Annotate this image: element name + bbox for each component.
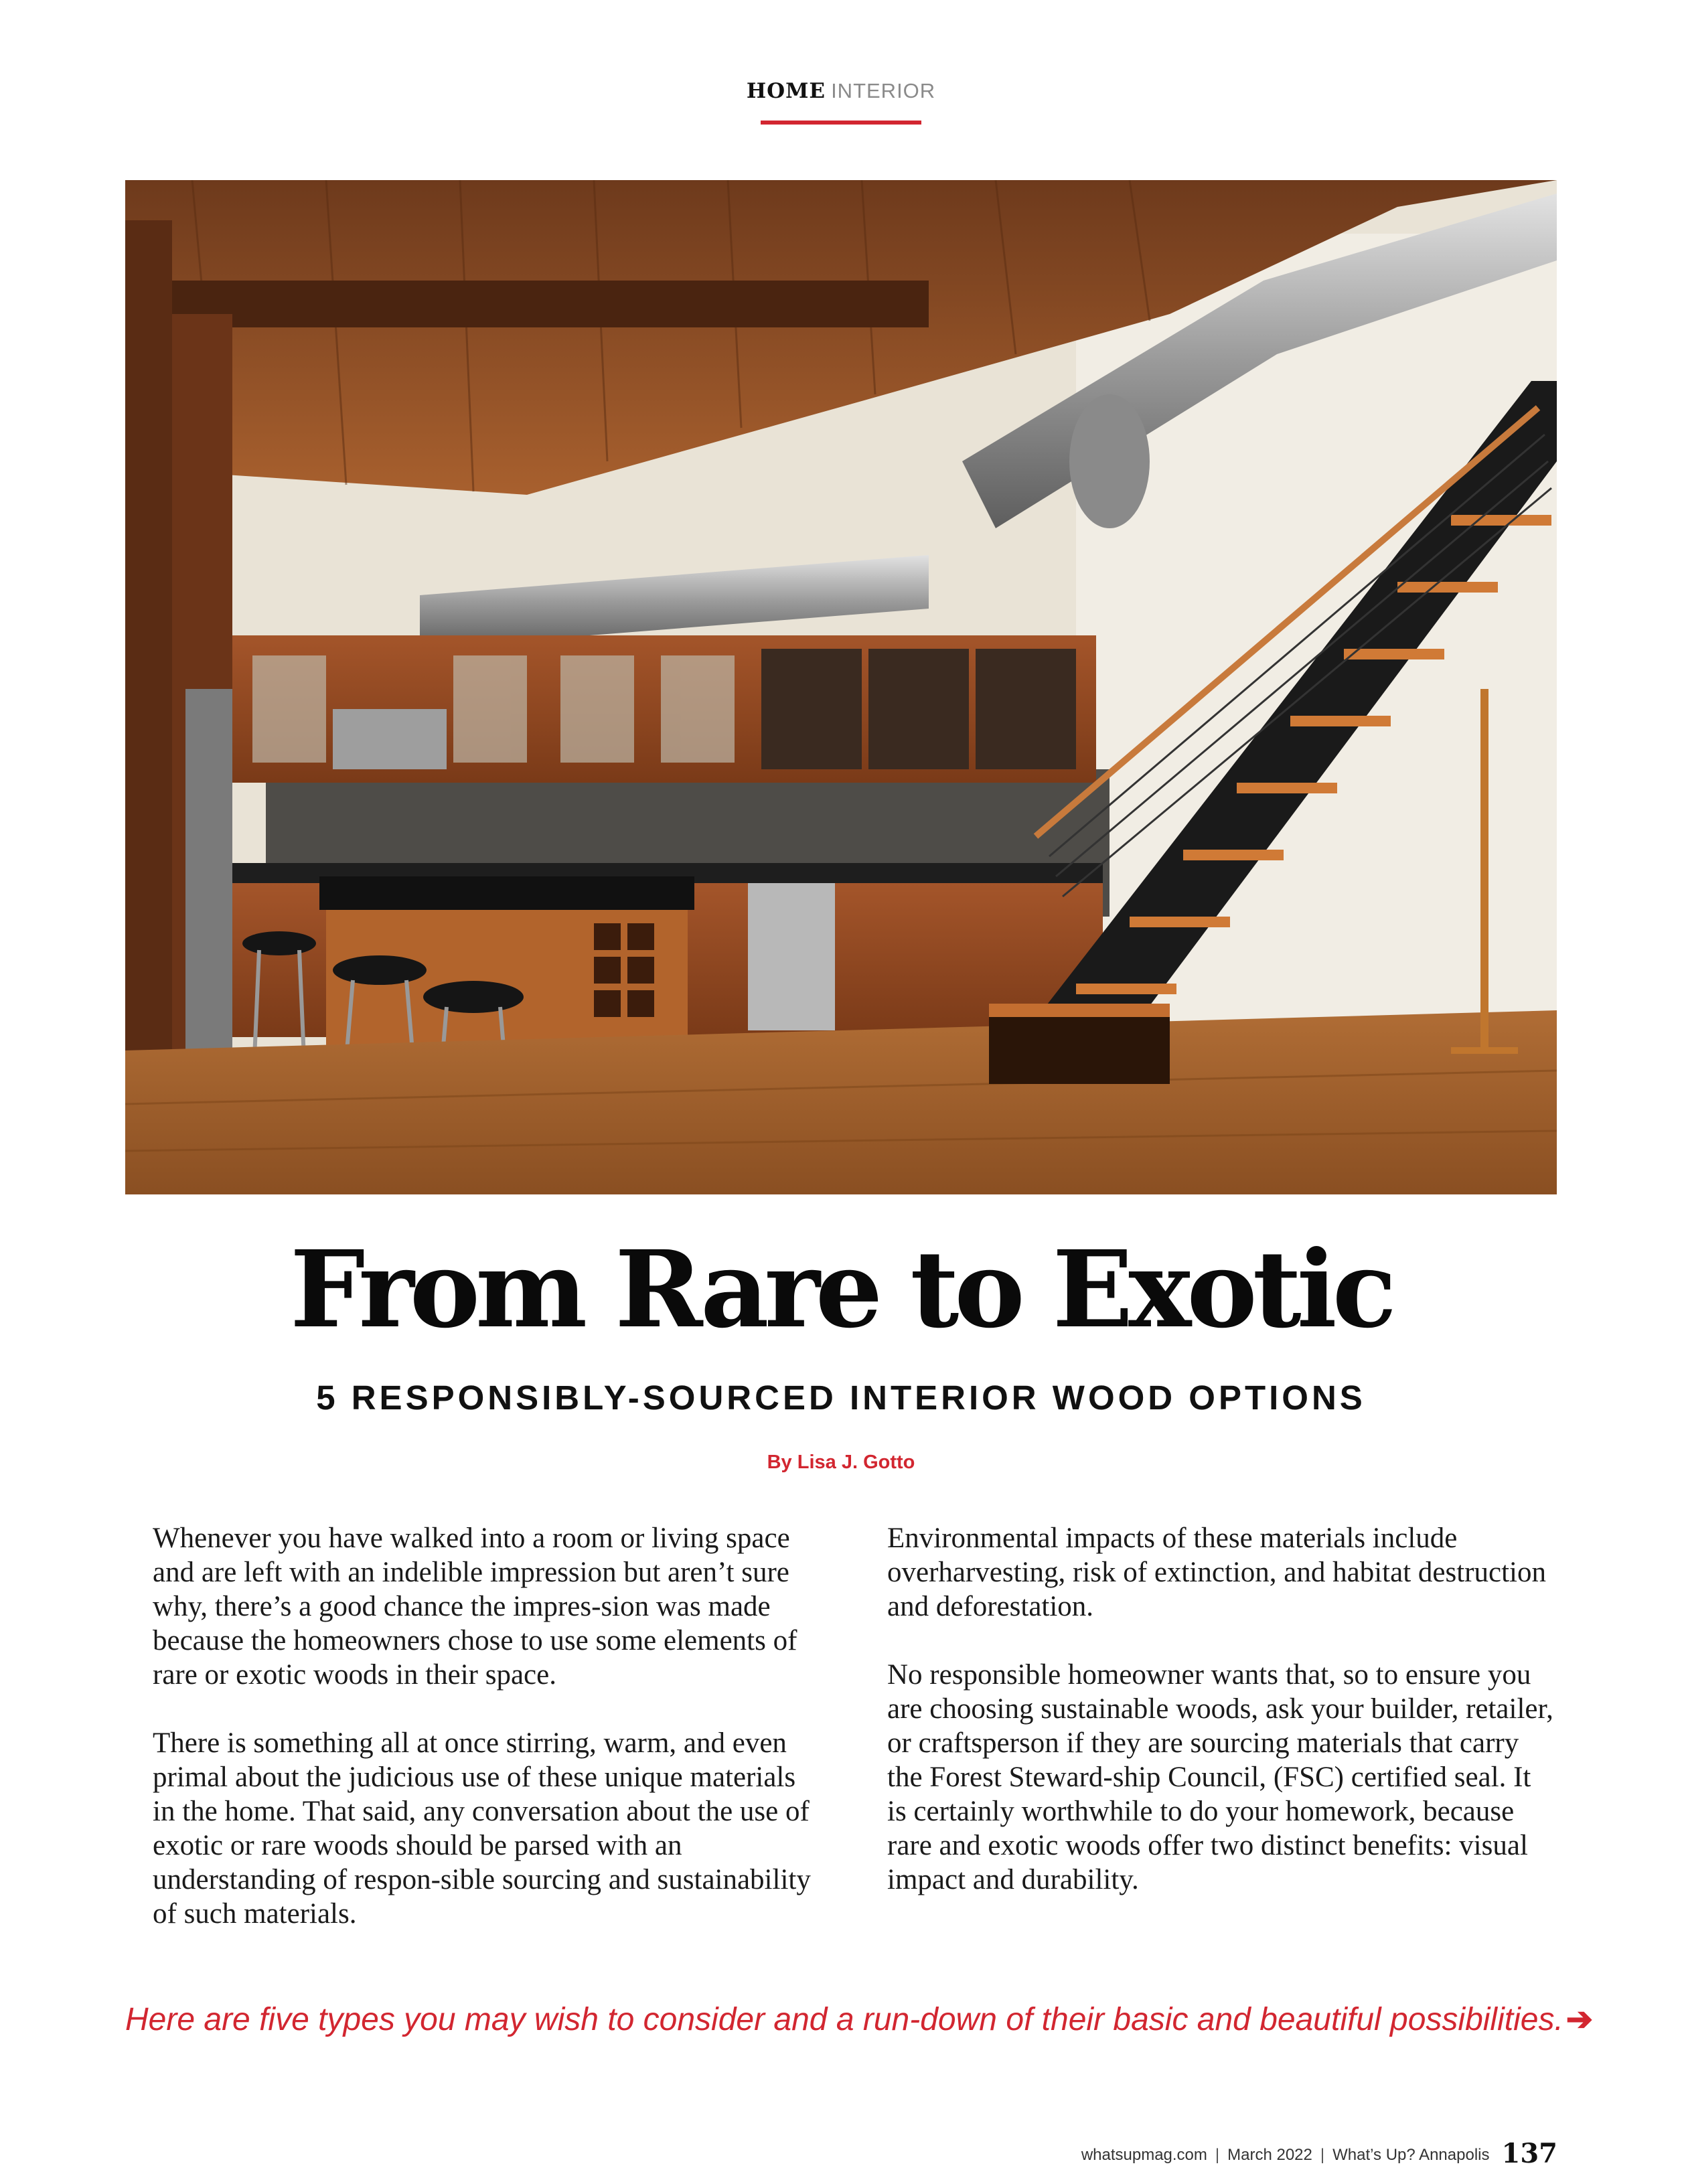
footer-separator: | bbox=[1215, 2146, 1220, 2164]
footer-issue: March 2022 bbox=[1227, 2146, 1312, 2164]
page-number: 137 bbox=[1501, 2138, 1557, 2169]
article-subtitle: 5 RESPONSIBLY-SOURCED INTERIOR WOOD OPTIONS bbox=[316, 1379, 1366, 1417]
arrow-right-icon: ➔ bbox=[1565, 2002, 1594, 2037]
body-paragraph: No responsible homeowner wants that, so to ensure you are choosing sustainable woods, ask your builder, retailer, or craftsperson if they are sourcing materials that carry the Forest Steward-ship Council, (FSC) certified seal. It is certainly worthwhile to do your homework, because rare and exotic woods offer two distinct benefits: visual impact and durability. bbox=[887, 1659, 1553, 1895]
body-paragraph: Whenever you have walked into a room or living space and are left with an indelible impression but aren’t sure why, there’s a good chance the impres-sion was made because the homeowners chose to use some elements of rare or exotic woods in their space. bbox=[153, 1523, 797, 1691]
article-byline: By Lisa J. Gotto bbox=[767, 1452, 915, 1473]
section-label bbox=[0, 79, 1682, 103]
article-title: From Rare to Exotic bbox=[290, 1228, 1392, 1352]
page-footer bbox=[1081, 2138, 1557, 2169]
kitchen-photo bbox=[125, 180, 1557, 1194]
section-underline bbox=[761, 121, 921, 125]
footer-separator: | bbox=[1320, 2146, 1325, 2164]
body-column-right bbox=[887, 1521, 1557, 1931]
pull-quote-text: Here are five types you may wish to consider and a run-down of their basic and beautiful possibilities. bbox=[125, 2002, 1563, 2037]
body-paragraph: Environmental impacts of these materials include overharvesting, risk of extinction, and habitat destruction and deforestation. bbox=[887, 1523, 1546, 1622]
section-home: HOME bbox=[746, 79, 826, 103]
section-interior: INTERIOR bbox=[831, 79, 936, 102]
body-paragraph: There is something all at once stirring, warm, and even primal about the judicious use of these unique materials in the home. That said, any conversation about the use of exotic or rare woods should be parsed with an understanding of respon-sible sourcing and sustainability of such materials. bbox=[153, 1727, 811, 1930]
footer-site: whatsupmag.com bbox=[1081, 2146, 1207, 2164]
pull-quote bbox=[125, 2001, 1594, 2038]
footer-publication: What’s Up? Annapolis bbox=[1332, 2146, 1490, 2164]
body-column-left bbox=[153, 1521, 822, 1965]
